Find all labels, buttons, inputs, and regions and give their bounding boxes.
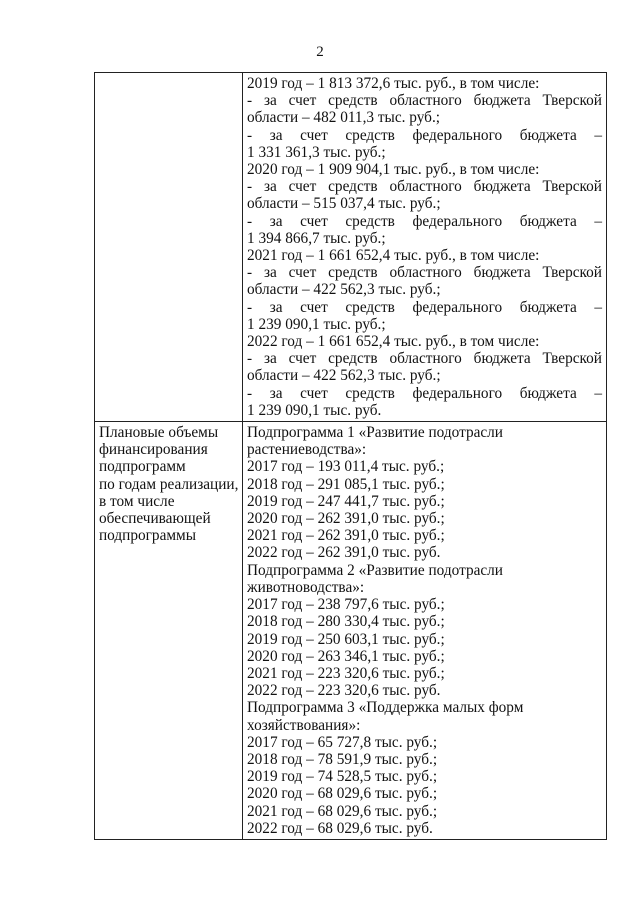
page-number: 2 <box>316 44 324 60</box>
label-line: финансирования <box>99 441 208 459</box>
subprogram-title-cont: растениеводства»: <box>247 441 367 459</box>
year-amount-line: 2019 год – 74 528,5 тыс. руб.; <box>247 768 438 786</box>
regional-budget-line: - за счет средств областного бюджета Тверской <box>247 264 602 282</box>
label-line: подпрограммы <box>99 527 197 545</box>
year-amount-line: 2021 год – 68 029,6 тыс. руб.; <box>247 802 438 820</box>
regional-budget-amount: области – 515 037,4 тыс. руб.; <box>247 195 441 213</box>
row2-label-cell <box>95 422 243 840</box>
year-amount-line: 2020 год – 68 029,6 тыс. руб.; <box>247 785 438 803</box>
regional-budget-amount: области – 482 011,3 тыс. руб.; <box>247 109 441 127</box>
year-amount-line: 2022 год – 68 029,6 тыс. руб. <box>247 819 433 837</box>
label-line: подпрограмм <box>99 458 186 476</box>
year-total-line: 2019 год – 1 813 372,6 тыс. руб., в том числе: <box>247 75 540 92</box>
subprogram-title: Подпрограмма 3 «Поддержка малых форм <box>247 699 524 717</box>
year-amount-line: 2022 год – 262 391,0 тыс. руб. <box>247 544 441 562</box>
year-amount-line: 2017 год – 238 797,6 тыс. руб.; <box>247 596 445 614</box>
year-amount-line: 2022 год – 223 320,6 тыс. руб. <box>247 682 441 700</box>
federal-budget-line: - за счет средств федерального бюджета – <box>247 384 602 402</box>
row1-value-cell <box>243 73 607 422</box>
regional-budget-line: - за счет средств областного бюджета Тверской <box>247 350 602 368</box>
year-amount-line: 2019 год – 247 441,7 тыс. руб.; <box>247 492 445 510</box>
federal-budget-amount: 1 331 361,3 тыс. руб.; <box>247 143 386 161</box>
table-row <box>95 73 607 422</box>
federal-budget-amount: 1 239 090,1 тыс. руб.; <box>247 315 386 333</box>
year-amount-line: 2021 год – 223 320,6 тыс. руб.; <box>247 664 445 682</box>
row1-label-cell <box>95 73 243 422</box>
year-total-line: 2021 год – 1 661 652,4 тыс. руб., в том числе: <box>247 247 540 265</box>
label-line: Плановые объемы <box>99 424 219 442</box>
table-row <box>95 422 607 840</box>
year-amount-line: 2018 год – 280 330,4 тыс. руб.; <box>247 613 445 631</box>
federal-budget-line: - за счет средств федерального бюджета – <box>247 212 602 230</box>
year-amount-line: 2021 год – 262 391,0 тыс. руб.; <box>247 527 445 545</box>
label-line: обеспечивающей <box>99 510 211 528</box>
year-amount-line: 2019 год – 250 603,1 тыс. руб.; <box>247 630 445 648</box>
year-amount-line: 2018 год – 78 591,9 тыс. руб.; <box>247 750 438 768</box>
year-total-line: 2020 год – 1 909 904,1 тыс. руб., в том числе: <box>247 161 540 179</box>
passport-table <box>94 72 607 840</box>
year-amount-line: 2017 год – 193 011,4 тыс. руб.; <box>247 458 445 476</box>
year-amount-line: 2018 год – 291 085,1 тыс. руб.; <box>247 475 445 493</box>
row2-value-cell <box>243 422 607 840</box>
year-total-line: 2022 год – 1 661 652,4 тыс. руб., в том числе: <box>247 333 540 351</box>
regional-budget-amount: области – 422 562,3 тыс. руб.; <box>247 367 441 385</box>
label-line: по годам реализации, <box>99 475 238 493</box>
regional-budget-amount: области – 422 562,3 тыс. руб.; <box>247 281 441 299</box>
federal-budget-amount: 1 239 090,1 тыс. руб. <box>247 401 382 419</box>
federal-budget-amount: 1 394 866,7 тыс. руб.; <box>247 229 386 247</box>
regional-budget-line: - за счет средств областного бюджета Тверской <box>247 178 602 196</box>
subprogram-title: Подпрограмма 1 «Развитие подотрасли <box>247 424 503 442</box>
federal-budget-line: - за счет средств федерального бюджета – <box>247 126 602 144</box>
year-amount-line: 2020 год – 263 346,1 тыс. руб.; <box>247 647 445 665</box>
subprogram-title: Подпрограмма 2 «Развитие подотрасли <box>247 561 503 579</box>
label-line: в том числе <box>99 492 175 510</box>
subprogram-title-cont: хозяйствования»: <box>247 716 361 734</box>
year-amount-line: 2020 год – 262 391,0 тыс. руб.; <box>247 510 445 528</box>
year-amount-line: 2017 год – 65 727,8 тыс. руб.; <box>247 733 438 751</box>
federal-budget-line: - за счет средств федерального бюджета – <box>247 298 602 316</box>
subprogram-title-cont: животноводства»: <box>247 578 365 596</box>
regional-budget-line: - за счет средств областного бюджета Тверской <box>247 92 602 110</box>
